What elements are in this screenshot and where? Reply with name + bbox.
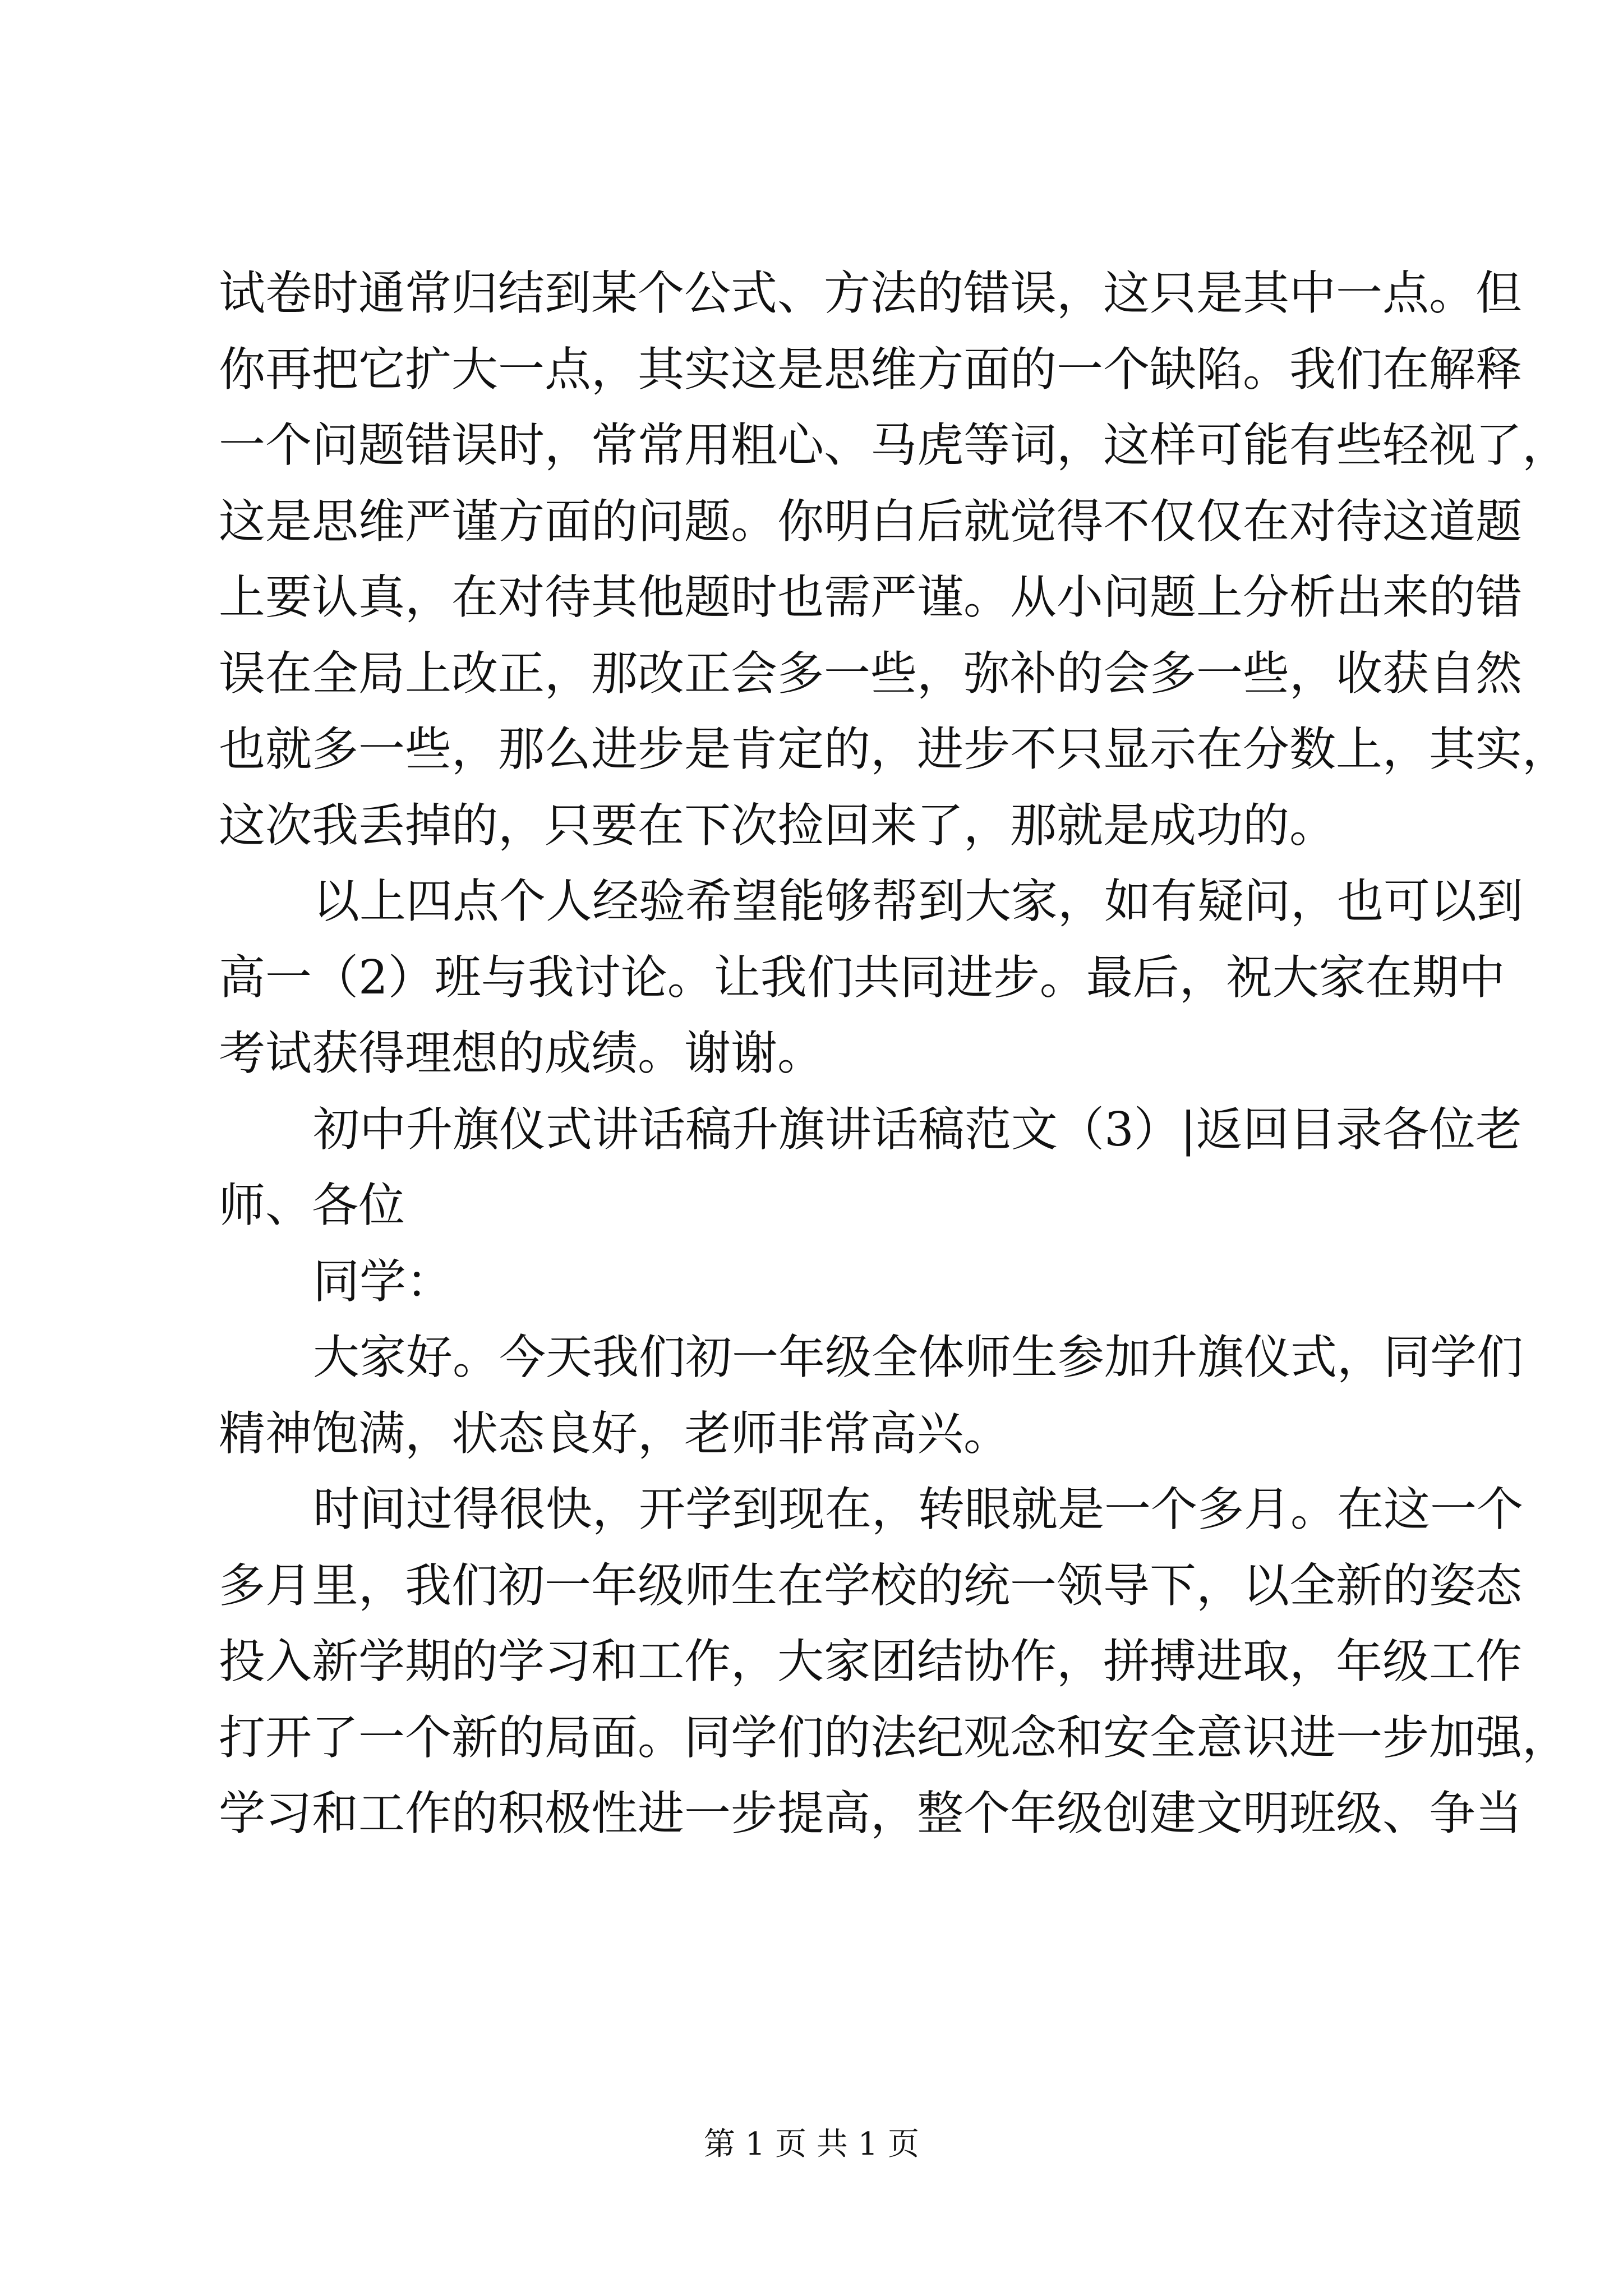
text-line: 试卷时通常归结到某个公式、方法的错误，这只是其中一点。但	[219, 266, 1522, 320]
page-footer: 第 1 页 共 1 页	[703, 2126, 920, 2162]
text-line: 这是思维严谨方面的问题。你明白后就觉得不仅仅在对待这道题	[219, 494, 1522, 549]
text-line: 高一（2）班与我讨论。让我们共同进步。最后，祝大家在期中	[219, 950, 1505, 1005]
body-text	[219, 255, 1569, 1852]
text-line: 考试获得理想的成绩。谢谢。	[219, 1026, 824, 1080]
text-line: 投入新学期的学习和工作，大家团结协作，拼搏进取，年级工作	[219, 1634, 1522, 1688]
text-line: 这次我丢掉的，只要在下次捡回来了，那就是成功的。	[219, 798, 1336, 853]
text-line: 你再把它扩大一点，其实这是思维方面的一个缺陷。我们在解释	[219, 342, 1522, 397]
text-line: 大家好。今天我们初一年级全体师生参加升旗仪式，同学们	[313, 1330, 1523, 1384]
text-line: 上要认真，在对待其他题时也需严谨。从小问题上分析出来的错	[219, 570, 1522, 624]
text-line: 学习和工作的积极性进一步提高，整个年级创建文明班级、争当	[219, 1786, 1522, 1841]
text-line: 一个问题错误时，常常用粗心、马虎等词，这样可能有些轻视了，	[219, 418, 1569, 472]
text-line: 多月里，我们初一年级师生在学校的统一领导下，以全新的姿态	[219, 1558, 1522, 1613]
text-line: 打开了一个新的局面。同学们的法纪观念和安全意识进一步加强，	[219, 1710, 1569, 1765]
text-line: 初中升旗仪式讲话稿升旗讲话稿范文（3）|返回目录各位老	[313, 1102, 1522, 1157]
text-line: 以上四点个人经验希望能够帮到大家，如有疑问，也可以到	[313, 874, 1523, 928]
text-line: 时间过得很快，开学到现在，转眼就是一个多月。在这一个	[313, 1482, 1523, 1536]
text-line: 师、各位	[219, 1178, 405, 1232]
text-line: 也就多一些，那么进步是肯定的，进步不只显示在分数上，其实，	[219, 722, 1569, 776]
text-line: 同学：	[313, 1254, 453, 1309]
text-line: 精神饱满，状态良好，老师非常高兴。	[219, 1406, 1010, 1461]
text-line: 误在全局上改正，那改正会多一些，弥补的会多一些，收获自然	[219, 646, 1522, 701]
